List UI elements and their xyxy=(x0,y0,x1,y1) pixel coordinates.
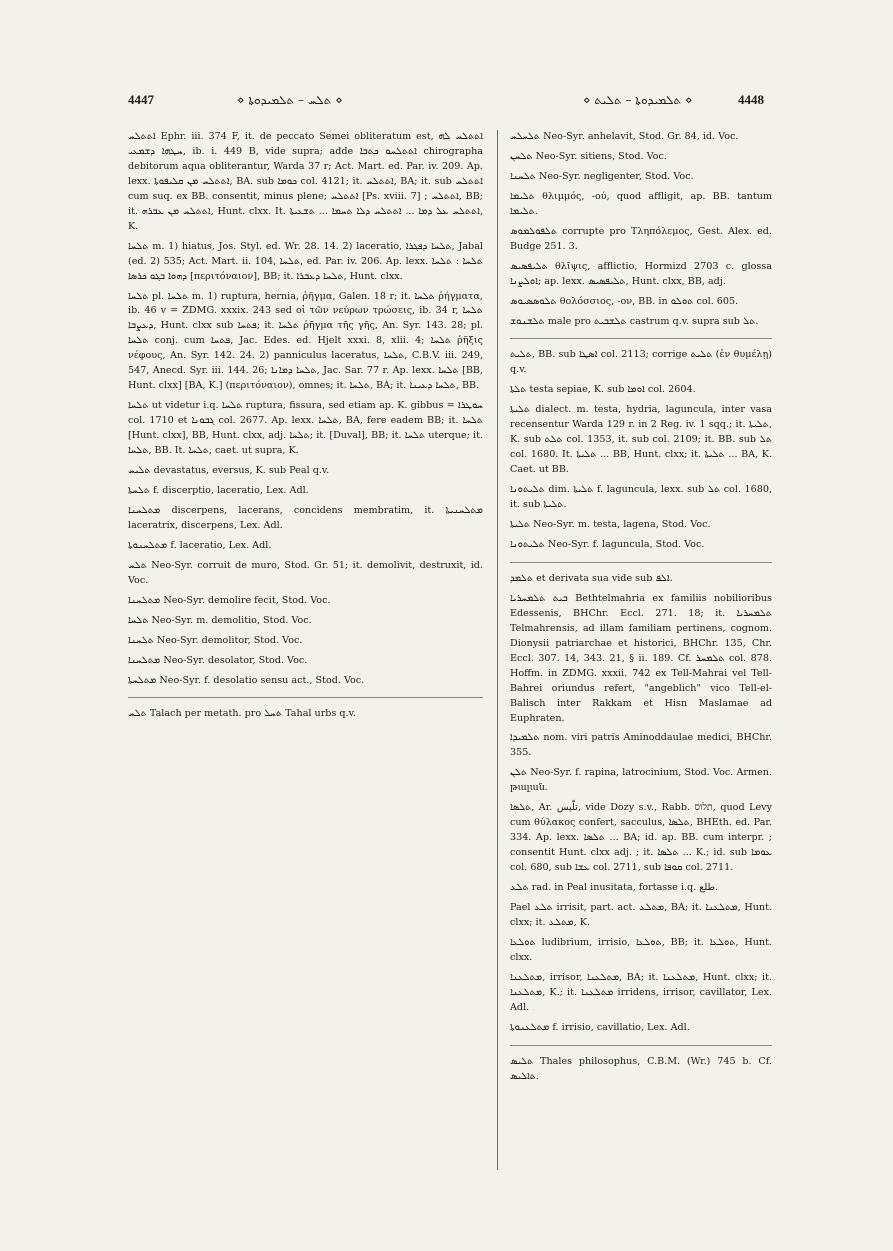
entry-demolitio: ܬܠܚܐ Neo-Syr. m. demolitio, Stod. Voc. xyxy=(128,614,312,626)
entry-anhelavit: ܬܠܚܠܚ Neo-Syr. anhelavit, Stod. Gr. 84, id. Voc. xyxy=(510,131,739,142)
entry-demolire-fecit: ܡܬܠܚܢܐ Neo-Syr. demolire fecit, Stod. Voc. xyxy=(128,594,331,606)
entry-testa-lagena: ܬܠܝܬܐ Neo-Syr. m. testa, lagena, Stod. Voc. xyxy=(510,519,711,531)
entry-ludibrium: ܬܘܠܥܐ ludibrium, irrisio, ܬܘܠܥܐ, BB; it. ܬܘܠܥܐ, Hunt. clxx. xyxy=(510,936,772,963)
entry-thlimmos: ܬܠܝܡܐ θλιμμός, -ού, quod affligit, ap. BB. tantum ܬܠܝܡܐ. xyxy=(510,190,772,217)
entry-devastatus: ܬܠܝܚ devastatus, eversus, K. sub Peal q.v. xyxy=(128,465,330,477)
column-divider xyxy=(497,130,498,1170)
entry-talach-tahal: ܬܠܚ Talach per metath. pro ܬܚܠ Tahal urbs q.v. xyxy=(128,708,356,720)
section-divider xyxy=(128,697,483,698)
entry-laguncula: ܬܠܝܬܘܢܐ Neo-Syr. f. laguncula, Stod. Voc. xyxy=(510,538,705,550)
entry-talach-ethp: ܐܬܬܠܚ Ephr. iii. 374 F, it. de peccato Semei obliteratum est, ܐܬܬܠܚ ܠܗ ܚܛܗܐ ܕܫܡܥܝ, ib. i. 449 B, vide supra; adde ܐܬܬܠܚܘ ܟܬܒܐ chirographa debitorum aqua obliterantur, Warda 37 r; Act. Mart. ed. Par. iv. 209. Ap. lexx. ܐܬܬܠܚ ܡܢ ܩܠܝܦܘܬܐ, BA. sub ܟܘܡܐ col. 4121; it. ܐܬܬܠܚ, BA; it. sub ܐܬܬܠܚ cum suq. ex BB. consentit, minus plene; ܐܬܬܠܚ [Ps. xviii. 7] ; ܐܬܬܠܚ, BB; it. ܐܬܬܠܚ ܡܢ ܥܒܪܗ, Hunt. clxx. It. ܐܬܬܠܚ ܥܠ ܕܡܐ ... ܐܬܬܠܚ ܕܠܐ ܬܚܡܐ ... ܬܫܥܝܬܐ, K. xyxy=(128,131,484,232)
section-divider xyxy=(510,1045,772,1046)
entry-rapina: ܬܠܢ Neo-Syr. f. rapina, latrocinium, Stod. Voc. Armen. թալան. xyxy=(510,767,772,794)
entry-castrum: ܬܠܫܢܘܫ male pro ܬܠܫܒܝܬ castrum q.v. supra sub ܬܠ. xyxy=(510,315,759,327)
entry-testa-sepiae: ܬܠܬܐ testa sepiae, K. sub ܐܘܡܐ col. 2604. xyxy=(510,384,696,396)
entry-pael-irrisit: Pael ܬܠܥ irrisit, part. act. ܡܬܠܥ, BA; it. ܡܬܠܥܢܐ, Hunt. clxx; it. ܡܬܠܥ, K. xyxy=(510,901,772,928)
left-page-number: 4447 xyxy=(128,92,154,107)
entry-telcha-fissura: ܬܠܚܐ ut videtur i.q. ܬܠܚܐ ruptura, fissura, sed etiam ap. K. gibbus = ܚܘܛܪܐ col. 1710 et ܓܒܘܢܐ col. 2677. Ap. lexx. ܬܠܚܐ, BA, fere eadem BB; it. ܬܠܚܐ [Hunt. clxx], BB, Hunt. clxx, adj. ܬܠܚܐ; it. [Duval], BB; it. ܬܠܚܐ uterque; it. ܬܠܚܐ, BB. It. ܬܠܚܐ, caet. ut supra, K. xyxy=(128,400,484,457)
section-divider xyxy=(510,338,772,339)
entry-irrisio: ܡܬܠܥܢܘܬܐ f. irrisio, cavillatio, Lex. Adl. xyxy=(510,1021,690,1033)
entry-tholossios: ܬܠܘܣܣܝܘܣ θολόσσιος, -ον, BB. in ܬܘܠܘ col. 605. xyxy=(510,295,739,307)
right-running-title: ⋄ ܬܠܡܝܕܘܬܐ – ܬܠܝܬ ⋄ xyxy=(583,93,693,107)
entry-testa-hydria: ܬܠܝܬܐ dialect. m. testa, hydria, laguncula, inter vasa recensentur Warda 129 r. in 2 Reg. iv. 1 sqq.; it. ܬܠܝܬܐ, K. sub ܬܠܬ col. 1353, it. sub col. 2109; it. BB. sub ܬܠ col. 1680. It. ܬܠܝܬܐ ... BB, Hunt. clxx; it. ܬܠܝܬܐ ... BA, K. Caet. ut BB. xyxy=(510,404,772,476)
entry-telcha-ruptura: ܬܠܚܐ pl. ܬܠܚܐ m. 1) ruptura, hernia, ῥῆγμα, Galen. 18 r; it. ܬܠܚܐ ῥήγματα, ib. 46 v = ZDMG. xxxix. 243 sed οἱ τῶν νεύρων τρώσεις, ib. 34 r, ܬܠܚܐ ܕܥܨܒܐ, Hunt. clxx sub ܦܬܚܐ; it. ܬܠܚܐ ῥῆγμα τῆς γῆς, An. Syr. 143. 28; pl. ܬܠܚܐ conj. cum ܦܬܚܐ, Jac. Edes. ed. Hjelt xxxi. 8, xlii. 4; ܬܠܚܐ ῥῆξις νέφους, An. Syr. 142. 24. 2) panniculus laceratus, ܬܠܚܐ, C.B.V. iii. 249, 547, Anecd. Syr. iii. 144. 26; ܬܠܚܐ ܕܡܐܢܐ, Jac. Sar. 77 r. Ap. lexx. ܬܠܚܐ [BB, Hunt. clxx] [BA, K.] (περιτόναιον), omnes; it. ܬܠܚܐ, BA; it. ܬܠܚܐ ܕܥܝܢܐ, BB. xyxy=(128,290,483,392)
entry-demolitor: ܬܠܚܢܐ Neo-Syr. demolitor, Stod. Voc. xyxy=(128,634,303,646)
section-divider xyxy=(510,562,772,563)
entry-tlepolemos: ܬܠܦܘܠܡܘܣ corrupte pro Τληπόλεμος, Gest. Alex. ed. Budge 251. 3. xyxy=(510,225,772,252)
entry-bethtelmahria: ܒܝܬ ܬܠܡܚܪܝܐ Bethtelmahria ex familiis nobilioribus Edessenis, BHChr. Eccl. 271. 18; it. ܬܠܡܚܪܝܐ Telmahrensis, ad illam familiam pertinens, cognom. Dionysii patriarchae et historici, BHChr. 135, Chr. Eccl. 307. 14, 343. 21, § ii. 189. Cf. ܬܠܡܚܪ col. 878. Hoffm. in ZDMG. xxxii. 742 ex Tell-Mahrai vel Tell-Bahrei oriundus refert, "angeblich" vico Tell-el-Balisch inter Rakkam et Hisn Maslamae ad Euphraten. xyxy=(510,592,772,724)
entry-sitiens: ܬܠܚܢ Neo-Syr. sitiens, Stod. Voc. xyxy=(510,150,667,162)
entry-irrisor: ܡܬܠܥܢܐ, irrisor, ܡܬܠܥܢܐ, BA; it. ܡܬܠܥܢܐ, Hunt. clxx; it. ܡܬܠܥܢܐ, K.; it. ܡܬܠܥܢܐ irridens, irrisor, cavillator, Lex. Adl. xyxy=(510,971,772,1013)
right-column xyxy=(510,130,772,1170)
right-page-number: 4448 xyxy=(738,92,764,107)
entry-corruit: ܬܠܚ Neo-Syr. corruit de muro, Stod. Gr. 51; it. demolivit, destruxit, id. Voc. xyxy=(128,559,483,586)
left-column xyxy=(128,130,483,1170)
entry-desolatio: ܡܬܠܚܬܐ Neo-Syr. f. desolatio sensu act., Stod. Voc. xyxy=(128,674,365,686)
entry-laceratio: ܡܬܠܚܢܘܬܐ f. laceratio, Lex. Adl. xyxy=(128,539,272,551)
entry-thymele: ܬܠܝܬ, BB. sub ܐܣܛܐ col. 2113; corrige ܬܠܝܬ (ἐν θυμέλῃ) q.v. xyxy=(510,349,773,376)
entry-thales: ܬܠܝܣ Thales philosophus, C.B.M. (Wr.) 745 b. Cf. ܬܐܠܝܣ. xyxy=(510,1055,772,1082)
entry-rad-peal: ܬܠܥ rad. in Peal inusitata, fortasse i.q. طلع. xyxy=(510,882,719,894)
entry-desolator: ܡܬܠܚܢܐ Neo-Syr. desolator, Stod. Voc. xyxy=(128,654,308,666)
entry-laguncula-dim: ܬܠܝܬܘܢܐ dim. ܬܠܝܬܐ f. laguncula, lexx. sub ܬܠ col. 1680, it. sub ܬܠܝܬܐ. xyxy=(510,484,772,511)
entry-talmed: ܬܠܡܕ et derivata sua vide sub ܐܠܦ. xyxy=(510,572,673,584)
left-running-title: ⋄ ܬܠܚ – ܬܠܡܝܕܘܬܐ ⋄ xyxy=(237,93,343,107)
entry-negligenter: ܬܠܚܢܐ Neo-Syr. negligenter, Stod. Voc. xyxy=(510,170,694,182)
entry-sacculus: ܬܠܣܐ, Ar. تلّيس, vide Dozy s.v., Rabb. תלוס, quod Levy cum θύλακος confert, sacculus, ܬܠܣܐ, BHEth. ed. Par. 334. Ap. lexx. ܬܠܣܐ ... BA; id. ap. BB. cum interpr. ; consentit Hunt. clxx adj. ; it. ܬܠܣܐ ... K.; id. sub ܥܘܡܐ col. 680, sub ܥܫܐ col. 2711, sub ܩܘܦܐ col. 2711. xyxy=(510,802,773,874)
entry-discerpens: ܡܬܠܚܢܐ discerpens, lacerans, concidens membratim, it. ܡܬܠܚܢܝܬܐ laceratrix, discerpens, Lex. Adl. xyxy=(128,504,483,531)
entry-thlipsis: ܬܠܝܦܣܝܣ θλῖψις, afflictio, Hormizd 2703 c. glossa ܐܘܠܨܢܐ; ap. lexx. ܬܠܝܦܣܝܣ, Hunt. clxx, BB, adj. xyxy=(510,260,772,287)
entry-telcha-hiatus: ܬܠܚܐ m. 1) hiatus, Jos. Styl. ed. Wr. 28. 14. 2) laceratio, ܬܠܚܐ ܕܦܓܪܐ, Jabal (ed. 2) 535; Act. Mart. ii. 104, ܬܠܚܐ, ed. Par. iv. 206. Ap. lexx. ܬܠܚܐ : ܬܠܚܐ ܕܗܘܐ ܒܓܘ ܟܪܣܐ [περιτόναιον], BB; it. ܬܠܚܐ ܕܥܒܪܐ, Hunt. clxx. xyxy=(128,240,483,282)
entry-nom-viri: ܬܠܡܝܕܐ nom. viri patris Aminoddaulae medici, BHChr. 355. xyxy=(510,732,772,759)
entry-discerptio: ܬܠܚܬܐ f. discerptio, laceratio, Lex. Adl. xyxy=(128,484,309,496)
page-header xyxy=(0,92,893,114)
